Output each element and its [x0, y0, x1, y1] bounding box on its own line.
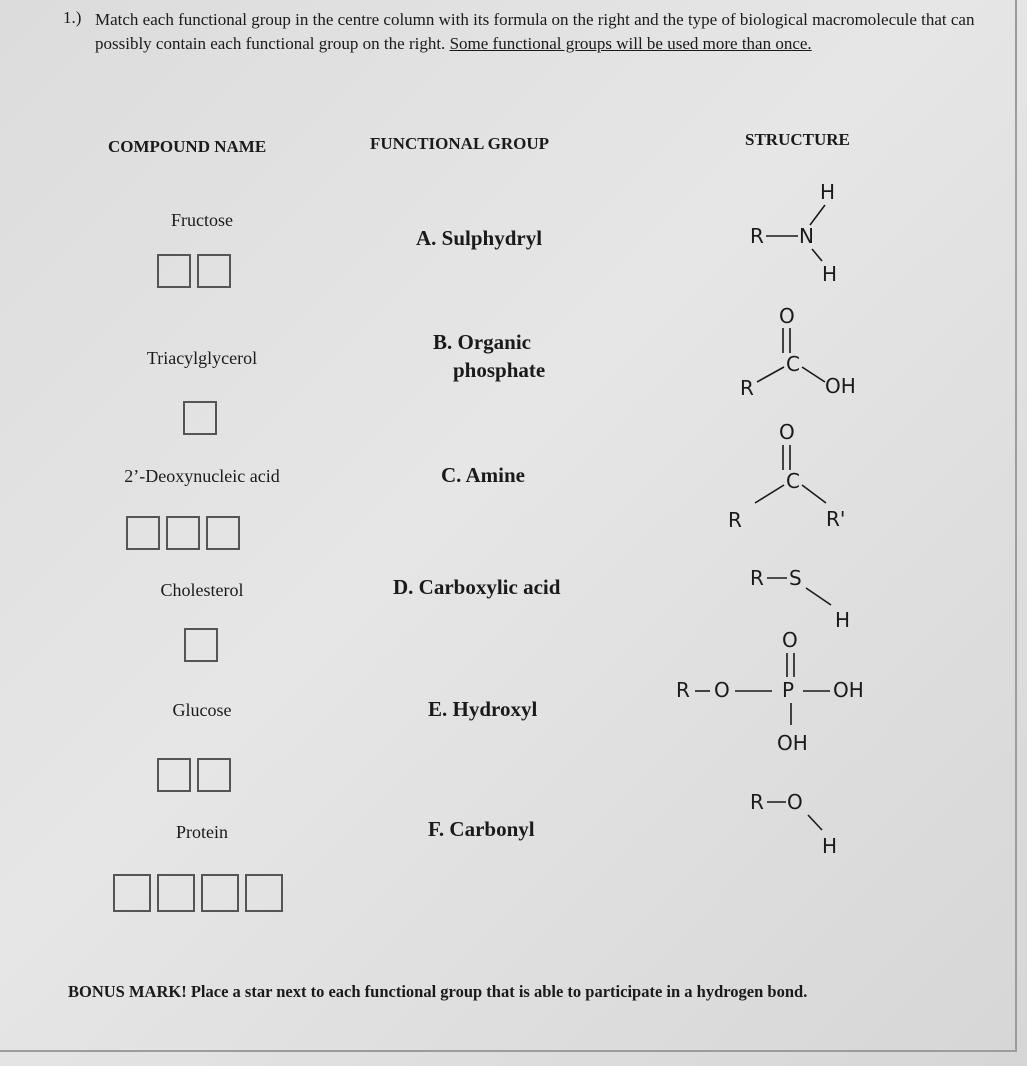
phosphate-oh-bottom: OH — [777, 731, 808, 755]
functional-group-hydroxyl: E. Hydroxyl — [428, 697, 538, 721]
structure-phosphate — [676, 628, 864, 755]
amine-r: R — [750, 224, 764, 248]
hydroxyl-o: O — [787, 790, 803, 814]
carboxyl-oh: OH — [825, 374, 856, 398]
answer-box[interactable] — [113, 874, 151, 912]
question-text — [95, 8, 975, 56]
phosphate-oh-right: OH — [833, 678, 864, 702]
answer-box[interactable] — [183, 401, 217, 435]
functional-group-sulphydryl: A. Sulphydryl — [416, 226, 543, 250]
answer-box[interactable] — [157, 874, 195, 912]
header-compound-name: COMPOUND NAME — [108, 137, 267, 156]
bond — [812, 249, 822, 261]
question-note: Some functional groups will be used more than once. — [449, 34, 812, 53]
answer-boxes-deoxynucleic-acid — [126, 516, 240, 550]
bond — [802, 367, 825, 382]
structure-hydroxyl — [750, 790, 837, 858]
bond — [806, 588, 831, 605]
bonus-label: BONUS MARK! — [68, 982, 187, 1001]
carboxyl-o: O — [779, 304, 795, 328]
thiol-r: R — [750, 566, 764, 590]
hydroxyl-r: R — [750, 790, 764, 814]
structure-diagrams — [660, 175, 920, 875]
functional-group-phosphate: phosphate — [453, 358, 546, 382]
structure-amine — [750, 180, 837, 286]
answer-boxes-cholesterol — [184, 628, 218, 662]
amine-n: N — [799, 224, 814, 248]
answer-box[interactable] — [245, 874, 283, 912]
answer-box[interactable] — [197, 254, 231, 288]
answer-boxes-protein — [113, 874, 283, 912]
answer-boxes-glucose — [157, 758, 231, 792]
answer-box[interactable] — [166, 516, 200, 550]
compound-triacylglycerol: Triacylglycerol — [146, 348, 258, 368]
functional-group-carbonyl: F. Carbonyl — [428, 817, 535, 841]
bond — [802, 485, 826, 503]
question-body: Match each functional group in the centre column with its formula on the right and the type of biological macromolecule that can possibly contain each functional group on the right. — [95, 10, 975, 53]
answer-boxes-fructose — [157, 254, 231, 288]
thiol-h: H — [835, 608, 851, 632]
phosphate-o-top: O — [782, 628, 798, 652]
answer-box[interactable] — [126, 516, 160, 550]
phosphate-p: P — [782, 678, 795, 702]
structure-carboxyl — [740, 304, 856, 400]
amine-h-top: H — [820, 180, 836, 204]
bond — [757, 367, 784, 382]
carbonyl-o: O — [779, 420, 795, 444]
answer-box[interactable] — [157, 758, 191, 792]
compound-fructose: Fructose — [171, 210, 233, 230]
phosphate-o: O — [714, 678, 730, 702]
amine-h-bottom: H — [822, 262, 838, 286]
bond — [810, 205, 825, 225]
bonus-text: Place a star next to each functional group that is able to participate in a hydrogen bond. — [186, 982, 808, 1001]
answer-boxes-triacylglycerol — [183, 401, 217, 435]
question-number: 1.) — [63, 8, 82, 27]
answer-box[interactable] — [201, 874, 239, 912]
functional-group-organic: B. Organic — [433, 330, 531, 354]
carbonyl-r: R — [728, 508, 742, 532]
functional-group-carboxylic-acid: D. Carboxylic acid — [393, 575, 561, 599]
carboxyl-r: R — [740, 376, 754, 400]
bond — [808, 815, 822, 830]
thiol-s: S — [789, 566, 802, 590]
hydroxyl-h: H — [822, 834, 838, 858]
phosphate-r: R — [676, 678, 690, 702]
compound-glucose: Glucose — [172, 700, 232, 720]
compound-deoxynucleic-acid: 2’-Deoxynucleic acid — [124, 466, 280, 486]
answer-box[interactable] — [197, 758, 231, 792]
header-functional-group: FUNCTIONAL GROUP — [370, 134, 549, 153]
bond — [755, 485, 784, 503]
answer-box[interactable] — [206, 516, 240, 550]
carboxyl-c: C — [786, 352, 800, 376]
structure-carbonyl — [728, 420, 845, 532]
header-structure: STRUCTURE — [745, 130, 850, 149]
functional-group-amine: C. Amine — [441, 463, 525, 487]
carbonyl-c: C — [786, 469, 800, 493]
answer-box[interactable] — [184, 628, 218, 662]
compound-cholesterol: Cholesterol — [160, 580, 244, 600]
answer-box[interactable] — [157, 254, 191, 288]
compound-protein: Protein — [176, 822, 228, 842]
carbonyl-r-prime: R' — [826, 507, 846, 531]
bonus-instruction — [68, 982, 807, 1002]
structure-sulphydryl — [750, 566, 850, 632]
